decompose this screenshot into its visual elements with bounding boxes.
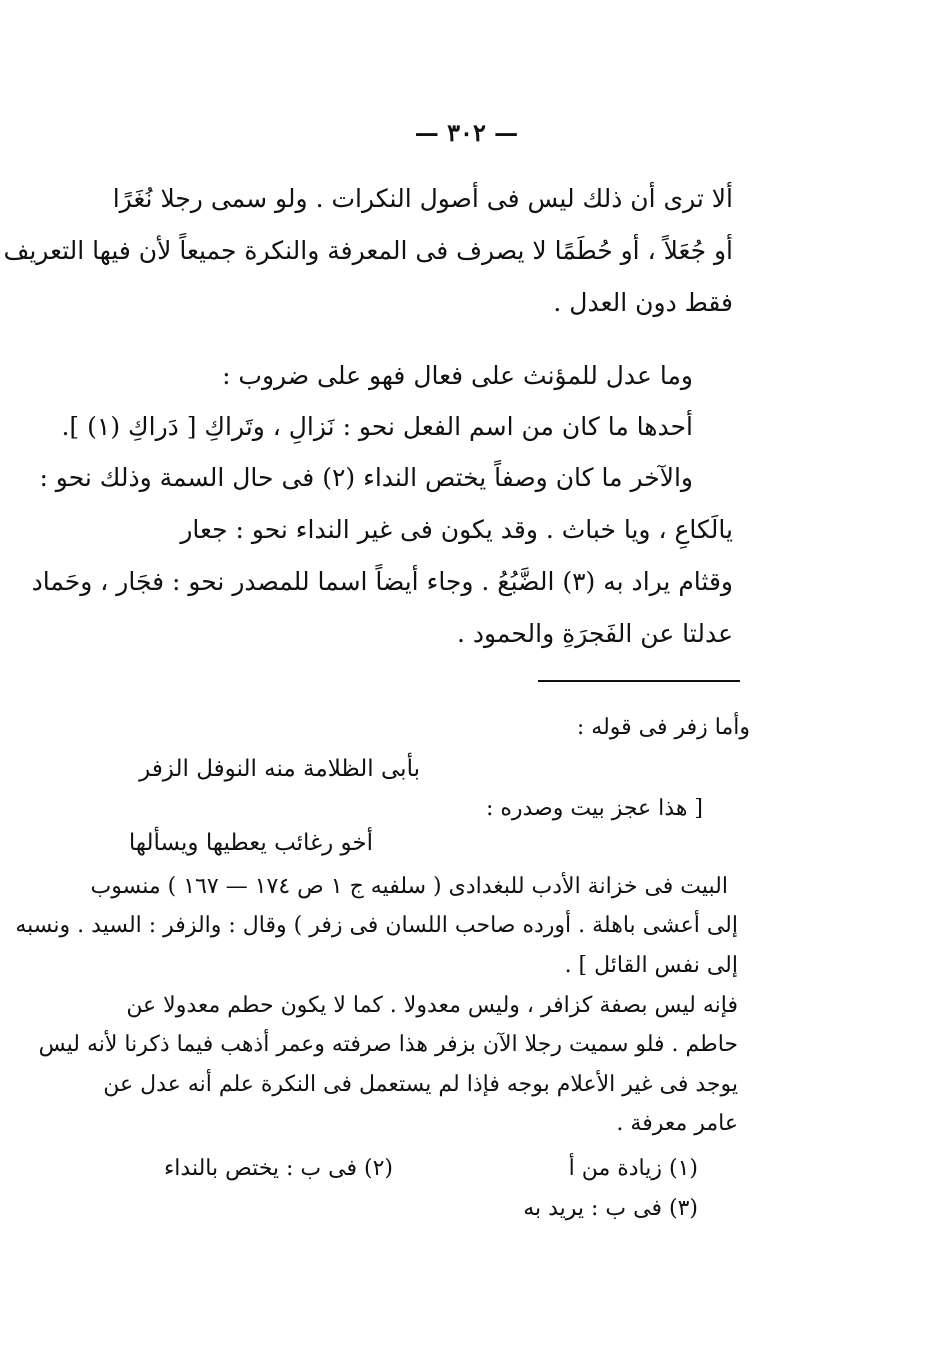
- verse-line: بأبى الظلامة منه النوفل الزفر: [139, 756, 420, 782]
- main-text-line: يالَكاعِ ، ويا خباث . وقد يكون فى غير النداء نحو : جعار: [180, 515, 733, 544]
- verse-line: أخو رغائب يعطيها ويسألها: [128, 830, 373, 856]
- footnote-2: (٢) فى ب : يختص بالنداء: [163, 1156, 393, 1181]
- main-text-line: عدلتا عن الفَجرَةِ والحمود .: [456, 619, 733, 648]
- main-text-line: والآخر ما كان وصفاً يختص النداء (٢) فى حال السمة وذلك نحو :: [39, 463, 693, 492]
- note-text-line: [ هذا عجز بيت وصدره :: [485, 796, 703, 821]
- page-number: — ٣٠٢ —: [414, 118, 519, 147]
- main-text-line: ألا ترى أن ذلك ليس فى أصول النكرات . ولو سمى رجلا نُغَرًا: [112, 184, 733, 213]
- note-text-line: فإنه ليس بصفة كزافر ، وليس معدولا . كما لا يكون حطم معدولا عن: [126, 993, 738, 1018]
- note-text-line: إلى أعشى باهلة . أورده صاحب اللسان فى زفر ) وقال : والزفر : السيد . ونسبه: [15, 913, 738, 938]
- footnote-3: (٣) فى ب : يريد به: [523, 1196, 698, 1221]
- main-text-line: وما عدل للمؤنث على فعال فهو على ضروب :: [222, 361, 693, 390]
- note-text-line: عامر معرفة .: [616, 1111, 738, 1136]
- separator-line: [538, 680, 740, 682]
- note-text-line: حاطم . فلو سميت رجلا الآن بزفر هذا صرفته وعمر أذهب فيما ذكرنا لأنه ليس: [38, 1032, 738, 1057]
- main-text-line: وقثام يراد به (٣) الضَّبُعُ . وجاء أيضاً اسما للمصدر نحو : فجَار ، وحَماد: [31, 567, 733, 596]
- note-text-line: إلى نفس القائل ] .: [564, 953, 738, 978]
- main-text-line: أحدها ما كان من اسم الفعل نحو : نَزالِ ، وتَراكِ [ دَراكِ (١) ].: [61, 412, 693, 441]
- note-text-line: البيت فى خزانة الأدب للبغدادى ( سلفيه ج ١ ص ١٧٤ — ١٦٧ ) منسوب: [90, 874, 728, 899]
- note-text-line: وأما زفر فى قوله :: [576, 715, 750, 740]
- footnote-1: (١) زيادة من أ: [568, 1156, 698, 1181]
- main-text-line: أو جُعَلاً ، أو حُطَمًا لا يصرف فى المعرفة والنكرة جميعاً لأن فيها التعريف: [3, 236, 733, 265]
- main-text-line: فقط دون العدل .: [553, 288, 733, 317]
- note-text-line: يوجد فى غير الأعلام بوجه فإذا لم يستعمل فى النكرة علم أنه عدل عن: [103, 1072, 738, 1097]
